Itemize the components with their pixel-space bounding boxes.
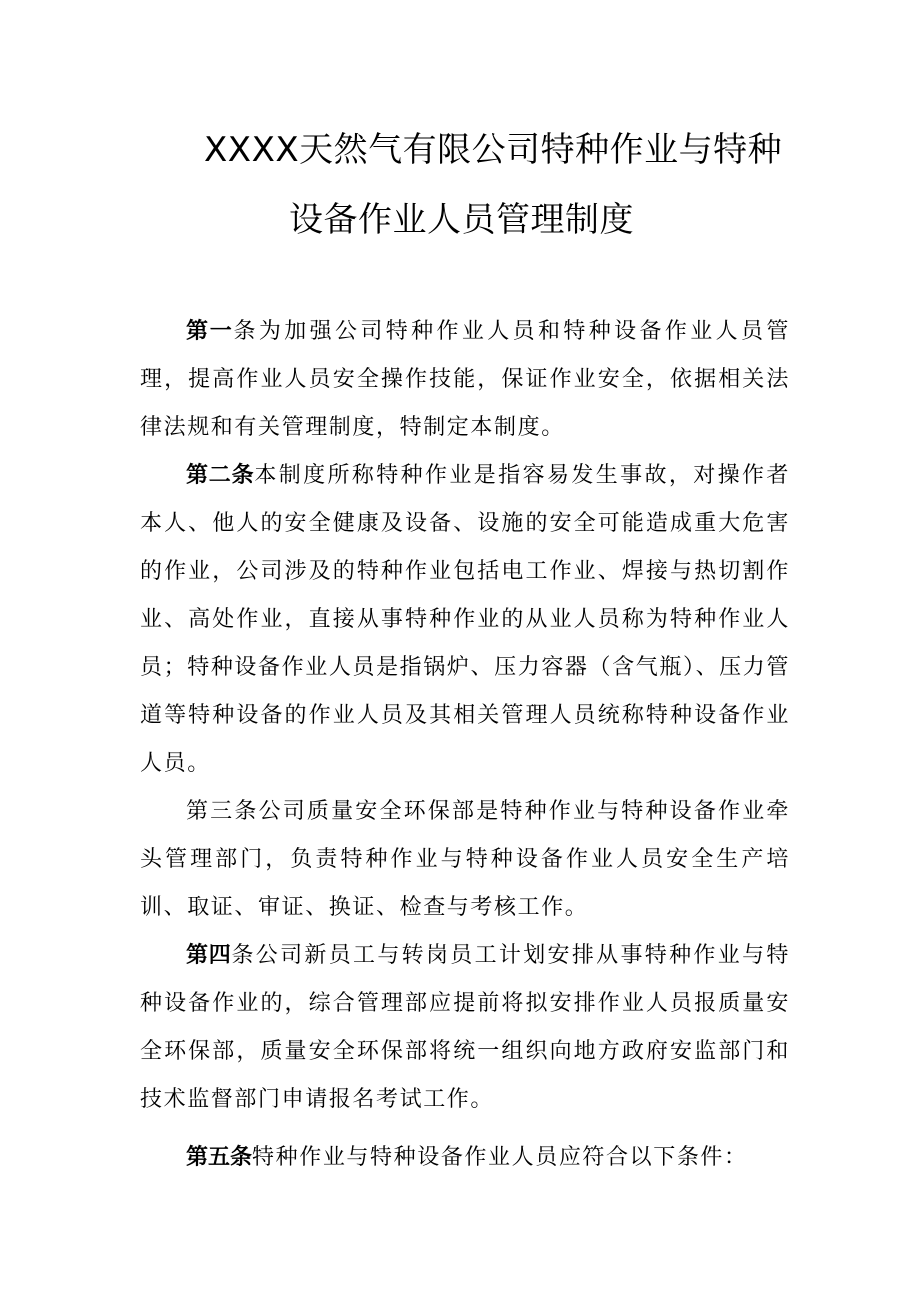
document-body bbox=[140, 308, 790, 1182]
article-label: 第一 bbox=[186, 319, 234, 344]
article-text: 特种作业与特种设备作业人员应符合以下条件： bbox=[252, 1145, 748, 1170]
article-3 bbox=[140, 788, 790, 932]
article-text: 公司质量安全环保部是特种作业与特种设备作业牵头管理部门，负责特种作业与特种设备作业人员安全生产培训、取证、审证、换证、检查与考核工作。 bbox=[140, 799, 791, 920]
document-title-line-2: 设备作业人员管理制度 bbox=[289, 200, 634, 240]
article-label: 第四 bbox=[186, 943, 232, 968]
document-title-line-1: XXXX天然气有限公司特种作业与特种 bbox=[204, 130, 783, 170]
article-text: 条为加强公司特种作业人员和特种设备作业人员管理，提高作业人员安全操作技能，保证作业安全，依据相关法律法规和有关管理制度，特制定本制度。 bbox=[140, 319, 790, 440]
article-1 bbox=[140, 308, 790, 452]
article-label: 第三条 bbox=[186, 799, 259, 824]
article-text: 条公司新员工与转岗员工计划安排从事特种作业与特种设备作业的，综合管理部应提前将拟安排作业人员报质量安全环保部，质量安全环保部将统一组织向地方政府安监部门和技术监督部门申请报名考试工作。 bbox=[140, 943, 790, 1112]
article-text: 本制度所称特种作业是指容易发生事故，对操作者本人、他人的安全健康及设备、设施的安全可能造成重大危害的作业，公司涉及的特种作业包括电工作业、焊接与热切割作业、高处作业，直接从事特种作业的从业人员称为特种作业人员；特种设备作业人员是指锅炉、压力容器（含气瓶）、压力管道等特种设备的作业人员及其相关管理人员统称特种设备作业人员。 bbox=[140, 463, 790, 776]
article-label: 第二条 bbox=[186, 463, 255, 488]
article-label: 第五条 bbox=[186, 1145, 253, 1170]
article-5 bbox=[140, 1134, 790, 1182]
article-2 bbox=[140, 452, 790, 788]
article-4 bbox=[140, 932, 790, 1124]
